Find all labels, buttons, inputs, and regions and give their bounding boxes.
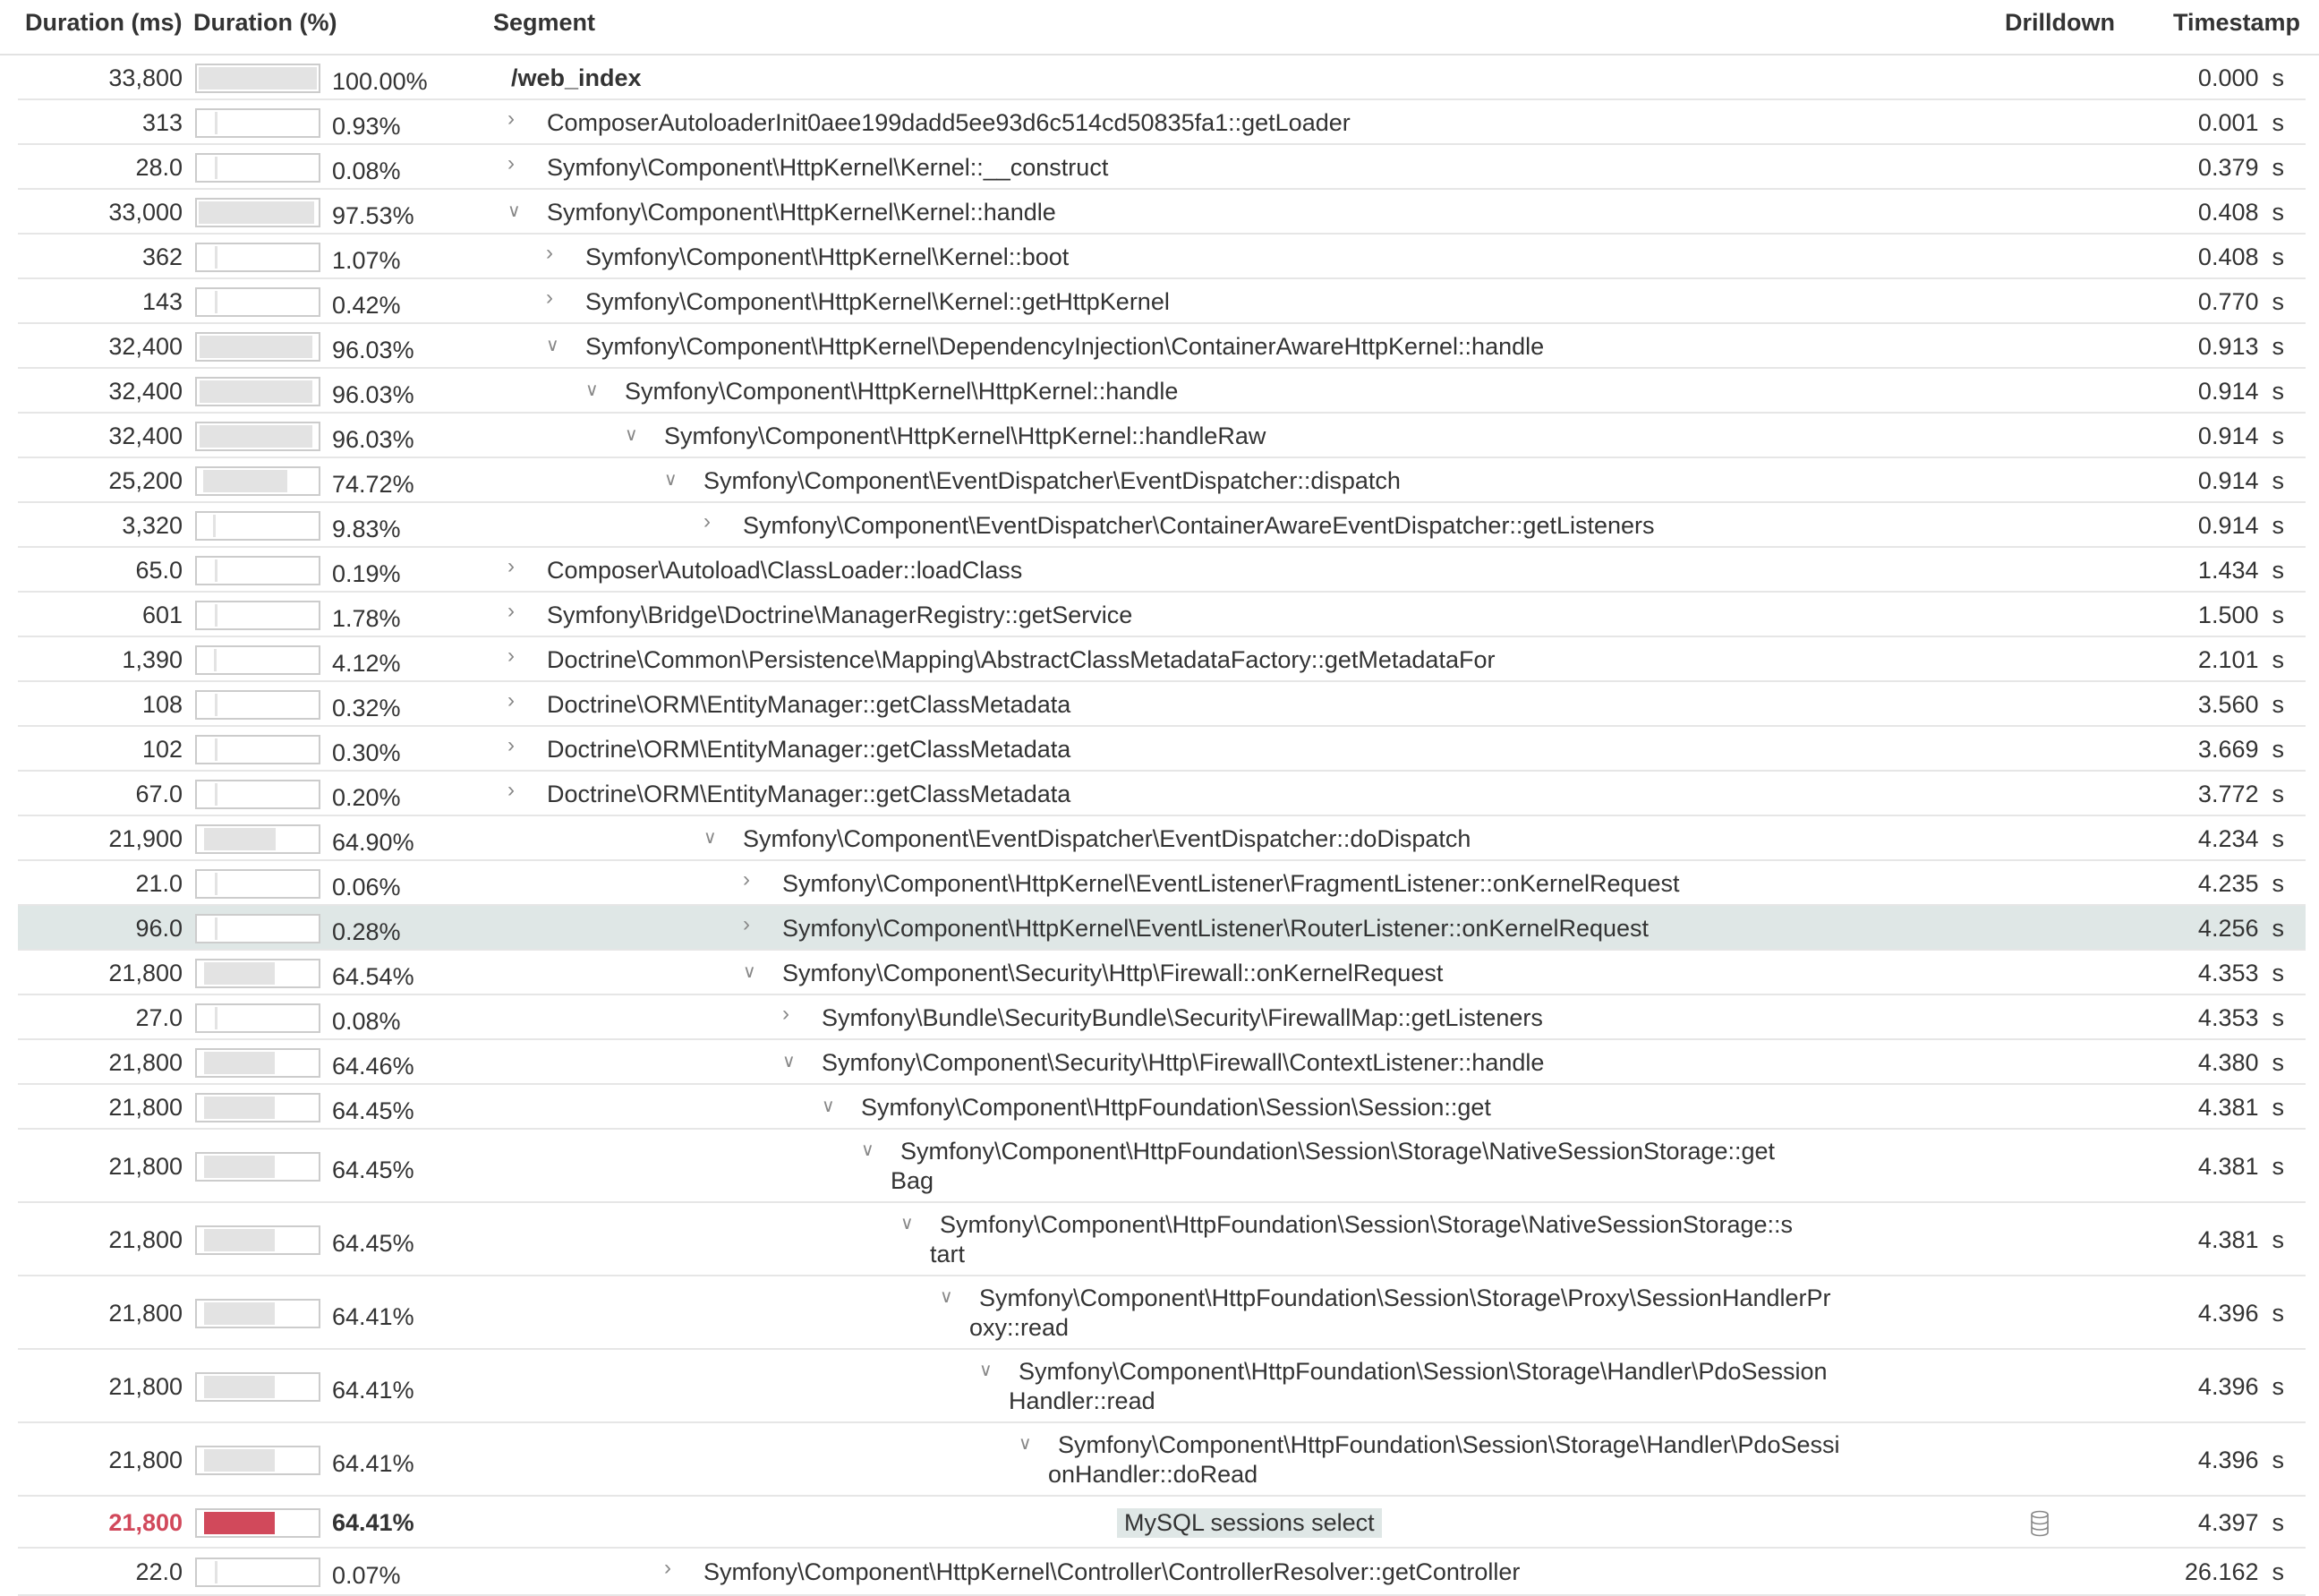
segment-name[interactable]: Symfony\Component\HttpKernel\Kernel::boot — [585, 243, 1070, 270]
chevron-down-icon[interactable]: ∨ — [743, 962, 756, 982]
timestamp-value: 0.001 s — [2197, 109, 2284, 136]
duration-bar-fill — [199, 201, 314, 224]
segment-name[interactable]: Symfony\Component\Security\Http\Firewall::onKernelRequest — [782, 960, 1444, 986]
chevron-down-icon[interactable]: ∨ — [625, 425, 638, 445]
table-row[interactable] — [18, 727, 2306, 772]
chevron-right-icon[interactable]: › — [664, 1556, 671, 1580]
duration-pct-value: 96.03% — [332, 337, 414, 363]
duration-bar-fill — [215, 246, 217, 269]
duration-bar-fill — [215, 157, 217, 179]
chevron-down-icon[interactable]: ∨ — [900, 1214, 914, 1233]
duration-pct-value: 4.12% — [332, 650, 401, 677]
segment-name[interactable]: Symfony\Component\EventDispatcher\EventDispatcher::doDispatch — [743, 825, 1471, 852]
chevron-down-icon[interactable]: ∨ — [979, 1361, 993, 1380]
duration-bar — [195, 869, 320, 899]
duration-ms-value: 601 — [141, 602, 183, 628]
duration-ms-value: 21,800 — [108, 1509, 183, 1536]
duration-pct-value: 9.83% — [332, 516, 401, 542]
duration-ms-value: 21,800 — [108, 960, 183, 986]
timestamp-value: 4.396 s — [2197, 1373, 2284, 1400]
duration-ms-value: 21,800 — [108, 1049, 183, 1076]
segment-name[interactable]: MySQL sessions select — [1117, 1508, 1382, 1538]
segment-name[interactable]: Doctrine\Common\Persistence\Mapping\AbstractClassMetadataFactory::getMetadataFor — [547, 646, 1496, 673]
chevron-right-icon[interactable]: › — [743, 867, 750, 892]
chevron-right-icon[interactable]: › — [546, 241, 553, 265]
duration-pct-value: 0.08% — [332, 1008, 401, 1035]
duration-ms-value: 32,400 — [108, 333, 183, 360]
segment-name[interactable]: Symfony\Component\HttpFoundation\Session\Storage\Handler\PdoSession — [1019, 1358, 1828, 1385]
duration-ms-value: 102 — [141, 736, 183, 763]
table-row[interactable] — [18, 458, 2306, 503]
timestamp-value: 3.772 s — [2197, 781, 2284, 807]
duration-bar — [195, 153, 320, 183]
segment-name-continued[interactable]: tart — [930, 1241, 966, 1267]
duration-bar — [195, 780, 320, 809]
table-row[interactable] — [18, 1203, 2306, 1276]
timestamp-value: 1.500 s — [2197, 602, 2284, 628]
duration-bar — [195, 243, 320, 272]
duration-bar-fill — [215, 559, 217, 582]
duration-ms-value: 96.0 — [135, 915, 183, 942]
segment-name[interactable]: Doctrine\ORM\EntityManager::getClassMetadata — [547, 736, 1071, 763]
chevron-down-icon[interactable]: ∨ — [546, 336, 559, 355]
chevron-right-icon[interactable]: › — [743, 912, 750, 936]
duration-bar — [195, 1446, 320, 1475]
table-row[interactable] — [18, 1130, 2306, 1203]
timestamp-value: 0.914 s — [2197, 378, 2284, 405]
duration-pct-value: 0.28% — [332, 918, 401, 945]
segment-name[interactable]: Doctrine\ORM\EntityManager::getClassMetadata — [547, 781, 1071, 807]
segment-name[interactable]: Symfony\Component\HttpKernel\DependencyInjection\ContainerAwareHttpKernel::handle — [585, 333, 1545, 360]
chevron-down-icon[interactable]: ∨ — [664, 470, 678, 490]
duration-pct-value: 0.07% — [332, 1562, 401, 1589]
duration-bar — [195, 1003, 320, 1033]
duration-ms-value: 21,800 — [108, 1373, 183, 1400]
duration-ms-value: 32,400 — [108, 422, 183, 449]
duration-ms-value: 362 — [141, 243, 183, 270]
segment-name-continued[interactable]: Bag — [891, 1167, 934, 1194]
table-row[interactable] — [18, 503, 2306, 548]
duration-pct-value: 0.19% — [332, 560, 401, 587]
timestamp-value: 2.101 s — [2197, 646, 2284, 673]
table-row[interactable] — [18, 816, 2306, 861]
duration-ms-value: 25,200 — [108, 467, 183, 494]
duration-bar-fill — [200, 336, 312, 358]
timestamp-value: 4.234 s — [2197, 825, 2284, 852]
segment-name[interactable]: Symfony\Component\HttpFoundation\Session\Session::get — [861, 1094, 1491, 1121]
timestamp-value: 4.353 s — [2197, 960, 2284, 986]
col-drilldown[interactable]: Drilldown — [2005, 9, 2115, 36]
duration-ms-value: 21,800 — [108, 1447, 183, 1473]
duration-pct-value: 64.54% — [332, 963, 414, 990]
segment-name[interactable]: Symfony\Component\Security\Http\Firewall\ContextListener::handle — [822, 1049, 1545, 1076]
duration-pct-value: 0.32% — [332, 695, 401, 721]
duration-bar-fill — [204, 1229, 275, 1251]
duration-ms-value: 1,390 — [122, 646, 183, 673]
table-row[interactable] — [18, 235, 2306, 279]
table-row[interactable] — [18, 1497, 2306, 1549]
timestamp-value: 4.397 s — [2197, 1509, 2284, 1536]
duration-ms-value: 313 — [141, 109, 183, 136]
duration-bar-fill — [213, 515, 216, 537]
duration-bar-fill — [204, 962, 275, 985]
duration-ms-value: 27.0 — [135, 1004, 183, 1031]
duration-bar — [195, 1508, 320, 1538]
timestamp-value: 4.396 s — [2197, 1300, 2284, 1327]
duration-pct-value: 0.08% — [332, 158, 401, 184]
segment-name[interactable]: ComposerAutoloaderInit0aee199dadd5ee93d6c514cd50835fa1::getLoader — [547, 109, 1351, 136]
duration-ms-value: 21.0 — [135, 870, 183, 897]
duration-bar — [195, 1093, 320, 1122]
table-row[interactable] — [18, 279, 2306, 324]
chevron-right-icon[interactable]: › — [507, 644, 515, 668]
col-duration-ms[interactable]: Duration (ms) — [25, 9, 183, 36]
duration-bar — [195, 64, 320, 93]
chevron-right-icon[interactable]: › — [546, 286, 553, 310]
duration-bar-fill — [200, 380, 312, 403]
col-timestamp[interactable]: Timestamp — [2173, 9, 2301, 36]
duration-ms-value: 3,320 — [122, 512, 183, 539]
timestamp-value: 4.380 s — [2197, 1049, 2284, 1076]
duration-bar-fill — [204, 1512, 275, 1534]
duration-bar-fill — [215, 604, 217, 627]
duration-ms-value: 33,800 — [108, 64, 183, 91]
duration-bar-fill — [215, 783, 217, 806]
duration-bar — [195, 735, 320, 764]
timestamp-value: 4.353 s — [2197, 1004, 2284, 1031]
chevron-right-icon[interactable]: › — [507, 778, 515, 802]
duration-ms-value: 33,000 — [108, 199, 183, 226]
duration-bar-fill — [200, 425, 312, 448]
table-row[interactable] — [18, 906, 2306, 951]
duration-bar — [195, 1558, 320, 1587]
duration-bar — [195, 690, 320, 720]
duration-pct-value: 64.41% — [332, 1377, 414, 1404]
duration-bar-fill — [204, 1156, 275, 1178]
table-row[interactable] — [18, 951, 2306, 995]
duration-bar — [195, 377, 320, 406]
duration-bar — [195, 466, 320, 496]
duration-pct-value: 0.93% — [332, 113, 401, 140]
segment-name[interactable]: Symfony\Component\HttpFoundation\Session\Storage\NativeSessionStorage::s — [940, 1211, 1794, 1238]
duration-bar — [195, 1225, 320, 1255]
duration-pct-value: 64.45% — [332, 1230, 414, 1257]
segment-name[interactable]: Symfony\Component\HttpFoundation\Session\Storage\Handler\PdoSessi — [1058, 1431, 1840, 1458]
timestamp-value: 26.162 s — [2184, 1558, 2284, 1585]
duration-ms-value: 21,800 — [108, 1094, 183, 1121]
chevron-down-icon[interactable]: ∨ — [507, 201, 521, 221]
chevron-right-icon[interactable]: › — [507, 151, 515, 175]
duration-pct-value: 0.20% — [332, 784, 401, 811]
table-row[interactable] — [18, 324, 2306, 369]
duration-ms-value: 21,900 — [108, 825, 183, 852]
duration-bar — [195, 601, 320, 630]
duration-bar-fill — [215, 1007, 217, 1029]
table-row[interactable] — [18, 1085, 2306, 1130]
duration-bar — [195, 556, 320, 585]
duration-bar-fill — [214, 649, 217, 671]
duration-ms-value: 65.0 — [135, 557, 183, 584]
duration-bar-fill — [204, 1449, 275, 1472]
chevron-down-icon[interactable]: ∨ — [703, 828, 717, 848]
table-row[interactable] — [18, 1040, 2306, 1085]
duration-pct-value: 0.42% — [332, 292, 401, 319]
segment-name[interactable]: Composer\Autoload\ClassLoader::loadClass — [547, 557, 1023, 584]
segment-name[interactable]: Symfony\Component\HttpKernel\Kernel::handle — [547, 199, 1056, 226]
timestamp-value: 4.256 s — [2197, 915, 2284, 942]
chevron-right-icon[interactable]: › — [507, 107, 515, 131]
table-row[interactable] — [18, 100, 2306, 145]
chevron-right-icon[interactable]: › — [507, 733, 515, 757]
segment-name[interactable]: Doctrine\ORM\EntityManager::getClassMetadata — [547, 691, 1071, 718]
timestamp-value: 3.560 s — [2197, 691, 2284, 718]
timestamp-value: 3.669 s — [2197, 736, 2284, 763]
segment-name[interactable]: Symfony\Bundle\SecurityBundle\Security\FirewallMap::getListeners — [822, 1004, 1543, 1031]
duration-pct-value: 0.06% — [332, 874, 401, 900]
segment-name[interactable]: Symfony\Component\HttpFoundation\Session\Storage\Proxy\SessionHandlerPr — [979, 1284, 1831, 1311]
duration-ms-value: 67.0 — [135, 781, 183, 807]
duration-ms-value: 21,800 — [108, 1300, 183, 1327]
chevron-right-icon[interactable]: › — [507, 688, 515, 713]
chevron-right-icon[interactable]: › — [782, 1002, 789, 1026]
segment-name[interactable]: Symfony\Bridge\Doctrine\ManagerRegistry::getService — [547, 602, 1133, 628]
duration-bar — [195, 1372, 320, 1402]
duration-bar — [195, 1299, 320, 1328]
duration-pct-value: 64.41% — [332, 1303, 414, 1330]
duration-bar — [195, 1152, 320, 1182]
table-row[interactable] — [18, 55, 2306, 100]
duration-bar-fill — [215, 738, 217, 761]
segment-name[interactable]: Symfony\Component\HttpKernel\Kernel::__construct — [547, 154, 1109, 181]
duration-pct-value: 96.03% — [332, 426, 414, 453]
duration-bar — [195, 422, 320, 451]
duration-ms-value: 21,800 — [108, 1153, 183, 1180]
duration-ms-value: 108 — [141, 691, 183, 718]
segment-name[interactable]: Symfony\Component\HttpKernel\EventListener\FragmentListener::onKernelRequest — [782, 870, 1680, 897]
table-row[interactable] — [18, 637, 2306, 682]
segment-name-continued[interactable]: onHandler::doRead — [1048, 1461, 1258, 1488]
duration-pct-value: 64.46% — [332, 1053, 414, 1080]
duration-bar-fill — [204, 1052, 275, 1074]
segment-name[interactable]: Symfony\Component\HttpKernel\HttpKernel::handleRaw — [664, 422, 1266, 449]
duration-bar — [195, 1048, 320, 1078]
duration-pct-value: 74.72% — [332, 471, 414, 498]
table-row[interactable] — [18, 1549, 2306, 1596]
duration-ms-value: 32,400 — [108, 378, 183, 405]
timestamp-value: 0.770 s — [2197, 288, 2284, 315]
duration-bar-fill — [215, 873, 217, 895]
timestamp-value: 0.914 s — [2197, 422, 2284, 449]
chevron-right-icon[interactable]: › — [507, 599, 515, 623]
chevron-down-icon[interactable]: ∨ — [782, 1052, 796, 1071]
table-header — [0, 0, 2319, 55]
table-row[interactable] — [18, 145, 2306, 190]
timestamp-value: 4.381 s — [2197, 1226, 2284, 1253]
segment-name[interactable]: Symfony\Component\HttpFoundation\Session\Storage\NativeSessionStorage::get — [900, 1138, 1776, 1165]
chevron-down-icon[interactable]: ∨ — [822, 1097, 835, 1116]
duration-bar-fill — [215, 694, 217, 716]
chevron-right-icon[interactable]: › — [507, 554, 515, 578]
duration-bar — [195, 332, 320, 362]
timestamp-value: 4.235 s — [2197, 870, 2284, 897]
table-row[interactable] — [18, 414, 2306, 458]
table-row[interactable] — [18, 369, 2306, 414]
table-row[interactable] — [18, 593, 2306, 637]
duration-pct-value: 1.78% — [332, 605, 401, 632]
chevron-down-icon[interactable]: ∨ — [1019, 1434, 1032, 1454]
duration-bar — [195, 959, 320, 988]
duration-bar — [195, 645, 320, 675]
segment-name[interactable]: Symfony\Component\HttpKernel\EventListener\RouterListener::onKernelRequest — [782, 915, 1650, 942]
duration-bar — [195, 108, 320, 138]
duration-bar-fill — [203, 470, 287, 492]
segment-name-continued[interactable]: Handler::read — [1009, 1387, 1155, 1414]
timestamp-value: 4.381 s — [2197, 1094, 2284, 1121]
duration-ms-value: 21,800 — [108, 1226, 183, 1253]
chevron-down-icon[interactable]: ∨ — [585, 380, 599, 400]
table-row[interactable] — [18, 1423, 2306, 1497]
duration-pct-value: 96.03% — [332, 381, 414, 408]
duration-ms-value: 22.0 — [135, 1558, 183, 1585]
duration-bar-fill — [215, 1561, 217, 1583]
duration-bar — [195, 824, 320, 854]
timestamp-value: 0.408 s — [2197, 243, 2284, 270]
timestamp-value: 0.408 s — [2197, 199, 2284, 226]
duration-bar-fill — [215, 917, 217, 940]
timestamp-value: 0.379 s — [2197, 154, 2284, 181]
duration-pct-value: 64.45% — [332, 1097, 414, 1124]
duration-bar-fill — [215, 112, 217, 134]
duration-ms-value: 28.0 — [135, 154, 183, 181]
database-icon[interactable] — [2030, 1510, 2050, 1541]
col-duration-pct[interactable]: Duration (%) — [193, 9, 337, 36]
table-row[interactable] — [18, 995, 2306, 1040]
duration-pct-value: 0.30% — [332, 739, 401, 766]
duration-bar — [195, 287, 320, 317]
duration-bar-fill — [204, 1376, 275, 1398]
segment-name[interactable]: Symfony\Component\HttpKernel\Kernel::getHttpKernel — [585, 288, 1170, 315]
timestamp-value: 4.396 s — [2197, 1447, 2284, 1473]
timestamp-value: 0.000 s — [2197, 64, 2284, 91]
duration-pct-value: 64.90% — [332, 829, 414, 856]
duration-pct-value: 64.41% — [332, 1509, 414, 1536]
duration-ms-value: 143 — [141, 288, 183, 315]
duration-bar-fill — [199, 67, 317, 90]
duration-pct-value: 64.41% — [332, 1450, 414, 1477]
timestamp-value: 0.914 s — [2197, 467, 2284, 494]
chevron-down-icon[interactable]: ∨ — [861, 1140, 874, 1160]
duration-pct-value: 64.45% — [332, 1156, 414, 1183]
col-segment[interactable]: Segment — [493, 9, 596, 36]
table-row[interactable] — [18, 861, 2306, 906]
duration-bar-fill — [215, 291, 217, 313]
table-row[interactable] — [18, 682, 2306, 727]
segment-name[interactable]: Symfony\Component\HttpKernel\HttpKernel::handle — [625, 378, 1179, 405]
timestamp-value: 1.434 s — [2197, 557, 2284, 584]
timestamp-value: 4.381 s — [2197, 1153, 2284, 1180]
table-row[interactable] — [18, 772, 2306, 816]
segment-name[interactable]: Symfony\Component\EventDispatcher\EventDispatcher::dispatch — [703, 467, 1401, 494]
duration-bar — [195, 511, 320, 541]
segment-name[interactable]: Symfony\Component\EventDispatcher\ContainerAwareEventDispatcher::getListeners — [743, 512, 1655, 539]
timestamp-value: 0.913 s — [2197, 333, 2284, 360]
table-row[interactable] — [18, 1350, 2306, 1423]
table-row[interactable] — [18, 190, 2306, 235]
duration-bar-fill — [204, 1097, 275, 1119]
duration-bar-fill — [204, 828, 276, 850]
duration-bar — [195, 914, 320, 943]
segment-name[interactable]: Symfony\Component\HttpKernel\Controller\ControllerResolver::getController — [703, 1558, 1521, 1585]
timestamp-value: 0.914 s — [2197, 512, 2284, 539]
duration-pct-value: 1.07% — [332, 247, 401, 274]
segment-name-continued[interactable]: oxy::read — [969, 1314, 1070, 1341]
duration-pct-value: 97.53% — [332, 202, 414, 229]
duration-bar-fill — [204, 1302, 275, 1325]
table-row[interactable] — [18, 1276, 2306, 1350]
duration-bar — [195, 198, 320, 227]
duration-pct-value: 100.00% — [332, 68, 428, 95]
chevron-down-icon[interactable]: ∨ — [940, 1287, 953, 1307]
chevron-right-icon[interactable]: › — [703, 509, 711, 533]
segment-name[interactable]: /web_index — [511, 64, 642, 91]
table-row[interactable] — [18, 548, 2306, 593]
